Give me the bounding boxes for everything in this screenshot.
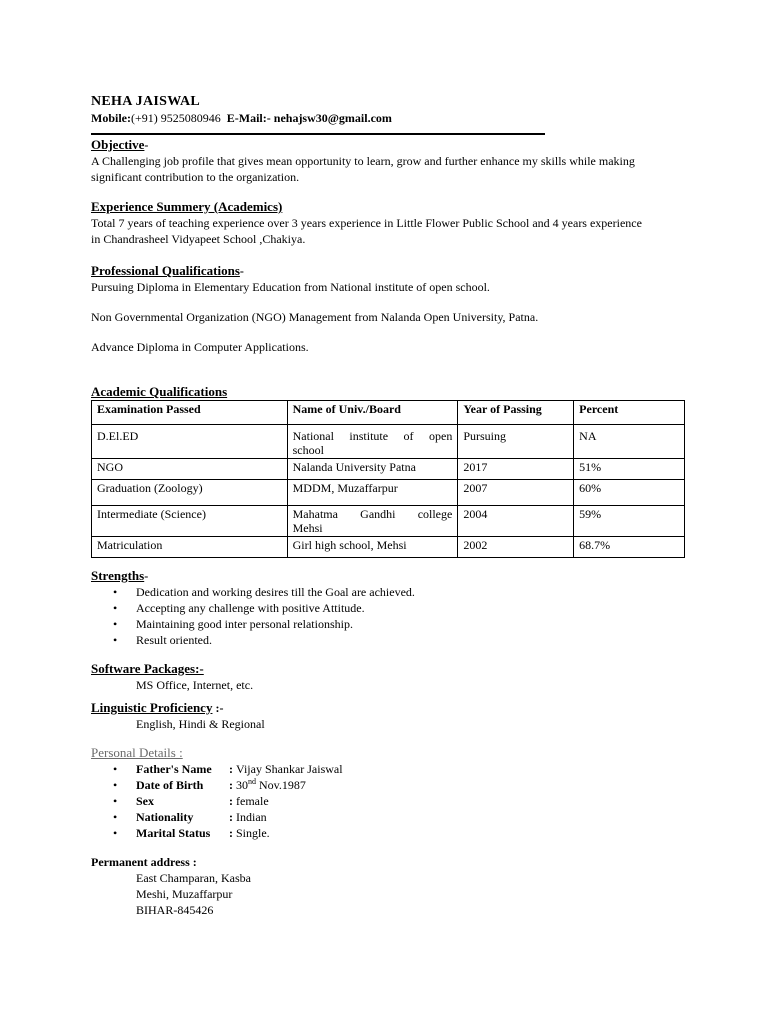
experience-line-1: Total 7 years of teaching experience over 3 years experience in Little Flower Public School and 4 years experience bbox=[91, 216, 642, 230]
table-cell: Intermediate (Science) bbox=[92, 506, 288, 537]
table-cell: 68.7% bbox=[574, 537, 685, 558]
software-section bbox=[91, 661, 691, 693]
address-section bbox=[91, 854, 691, 918]
table-cell bbox=[287, 506, 458, 537]
experience-line-2: in Chandrasheel Vidyapeet School ,Chakiya. bbox=[91, 232, 306, 246]
header-divider bbox=[91, 133, 545, 135]
table-header-row bbox=[92, 401, 685, 425]
strength-text: Accepting any challenge with positive Attitude. bbox=[136, 601, 365, 615]
address-line-2: Meshi, Muzaffarpur bbox=[136, 887, 233, 901]
marital-status-label: Marital Status bbox=[136, 826, 211, 840]
objective-dash: - bbox=[144, 138, 149, 152]
personal-list bbox=[91, 761, 691, 841]
table-cell-line: National institute of open bbox=[292, 429, 453, 443]
dob-day: 30 bbox=[236, 778, 248, 792]
table-cell: 60% bbox=[574, 480, 685, 506]
list-item bbox=[91, 616, 691, 632]
professional-item-1: Pursuing Diploma in Elementary Education from National institute of open school. bbox=[91, 280, 490, 294]
address-line-3: BIHAR-845426 bbox=[136, 903, 214, 917]
bullet-icon: • bbox=[113, 585, 118, 599]
table-cell: Graduation (Zoology) bbox=[92, 480, 288, 506]
strengths-heading: Strengths bbox=[91, 568, 145, 583]
table-row bbox=[92, 480, 685, 506]
dob-label: Date of Birth bbox=[136, 778, 204, 792]
linguistic-suffix: :- bbox=[212, 701, 224, 715]
strengths-section bbox=[91, 568, 691, 648]
list-item bbox=[91, 777, 691, 793]
separator: : bbox=[226, 762, 236, 776]
linguistic-heading: Linguistic Proficiency bbox=[91, 700, 213, 715]
table-cell-line: school bbox=[292, 443, 324, 457]
contact-line bbox=[91, 111, 691, 126]
academic-table bbox=[91, 400, 685, 558]
professional-item-3: Advance Diploma in Computer Applications. bbox=[91, 340, 309, 354]
objective-heading: Objective bbox=[91, 137, 145, 152]
professional-item-2: Non Governmental Organization (NGO) Management from Nalanda Open University, Patna. bbox=[91, 310, 539, 324]
separator: : bbox=[226, 810, 236, 824]
software-value: MS Office, Internet, etc. bbox=[136, 678, 254, 692]
dob-month-year: Nov.1987 bbox=[256, 778, 306, 792]
table-cell: 2004 bbox=[458, 506, 574, 537]
address-heading: Permanent address : bbox=[91, 855, 197, 869]
dob-suffix: nd bbox=[248, 777, 256, 786]
bullet-icon: • bbox=[113, 617, 118, 631]
objective-line-2: significant contribution to the organization. bbox=[91, 170, 300, 184]
personal-section bbox=[91, 745, 691, 841]
table-header-cell: Examination Passed bbox=[92, 401, 288, 425]
table-cell: Pursuing bbox=[458, 425, 574, 459]
professional-section bbox=[91, 263, 691, 355]
nationality-value: Indian bbox=[236, 810, 267, 824]
separator: : bbox=[226, 778, 236, 792]
list-item bbox=[91, 761, 691, 777]
experience-section bbox=[91, 199, 711, 247]
table-cell: NA bbox=[574, 425, 685, 459]
table-cell: 2017 bbox=[458, 459, 574, 480]
bullet-icon: • bbox=[113, 762, 118, 776]
table-cell: 2007 bbox=[458, 480, 574, 506]
table-cell bbox=[287, 425, 458, 459]
separator: : bbox=[226, 826, 236, 840]
table-row bbox=[92, 537, 685, 558]
table-header-cell: Percent bbox=[574, 401, 685, 425]
list-item bbox=[91, 825, 691, 841]
table-row bbox=[92, 506, 685, 537]
software-heading: Software Packages:- bbox=[91, 661, 204, 676]
linguistic-section bbox=[91, 700, 691, 732]
bullet-icon: • bbox=[113, 601, 118, 615]
candidate-name: NEHA JAISWAL bbox=[91, 94, 201, 109]
separator: : bbox=[226, 794, 236, 808]
table-cell: 51% bbox=[574, 459, 685, 480]
email-value: nehajsw30@gmail.com bbox=[273, 111, 392, 125]
sex-value: female bbox=[236, 794, 269, 808]
table-cell: NGO bbox=[92, 459, 288, 480]
list-item bbox=[91, 809, 691, 825]
strengths-list bbox=[91, 584, 691, 648]
professional-heading: Professional Qualifications bbox=[91, 263, 240, 278]
linguistic-value: English, Hindi & Regional bbox=[136, 717, 265, 731]
list-item bbox=[91, 793, 691, 809]
table-row bbox=[92, 459, 685, 480]
table-cell: 2002 bbox=[458, 537, 574, 558]
table-row bbox=[92, 425, 685, 459]
list-item bbox=[91, 632, 691, 648]
academic-heading: Academic Qualifications bbox=[91, 384, 228, 399]
list-item bbox=[91, 600, 691, 616]
address-line-1: East Champaran, Kasba bbox=[136, 871, 251, 885]
table-cell-line: Mehsi bbox=[292, 521, 323, 535]
strengths-dash: - bbox=[144, 569, 149, 583]
table-cell-line: Mahatma Gandhi college bbox=[292, 507, 453, 521]
table-cell: MDDM, Muzaffarpur bbox=[287, 480, 458, 506]
table-cell: Nalanda University Patna bbox=[287, 459, 458, 480]
objective-line-1: A Challenging job profile that gives mean opportunity to learn, grow and further enhance my skills while making bbox=[91, 154, 635, 168]
professional-dash: - bbox=[239, 264, 244, 278]
strength-text: Maintaining good inter personal relationship. bbox=[136, 617, 353, 631]
nationality-label: Nationality bbox=[136, 810, 194, 824]
experience-heading: Experience Summery (Academics) bbox=[91, 199, 283, 214]
father-name-value: Vijay Shankar Jaiswal bbox=[236, 762, 343, 776]
bullet-icon: • bbox=[113, 778, 118, 792]
table-cell: 59% bbox=[574, 506, 685, 537]
bullet-icon: • bbox=[113, 826, 118, 840]
resume-header bbox=[91, 93, 691, 126]
objective-section bbox=[91, 137, 691, 185]
table-cell: Matriculation bbox=[92, 537, 288, 558]
mobile-value: (+91) 9525080946 bbox=[131, 111, 221, 125]
list-item bbox=[91, 584, 691, 600]
mobile-label: Mobile: bbox=[91, 111, 131, 125]
table-cell: Girl high school, Mehsi bbox=[287, 537, 458, 558]
personal-heading: Personal Details : bbox=[91, 745, 183, 760]
sex-label: Sex bbox=[136, 794, 154, 808]
table-header-cell: Name of Univ./Board bbox=[287, 401, 458, 425]
table-header-cell: Year of Passing bbox=[458, 401, 574, 425]
bullet-icon: • bbox=[113, 810, 118, 824]
bullet-icon: • bbox=[113, 633, 118, 647]
strength-text: Dedication and working desires till the Goal are achieved. bbox=[136, 585, 415, 599]
bullet-icon: • bbox=[113, 794, 118, 808]
table-cell: D.El.ED bbox=[92, 425, 288, 459]
email-label: E-Mail:- bbox=[226, 111, 271, 125]
father-name-label: Father's Name bbox=[136, 762, 212, 776]
marital-status-value: Single. bbox=[236, 826, 270, 840]
strength-text: Result oriented. bbox=[136, 633, 212, 647]
